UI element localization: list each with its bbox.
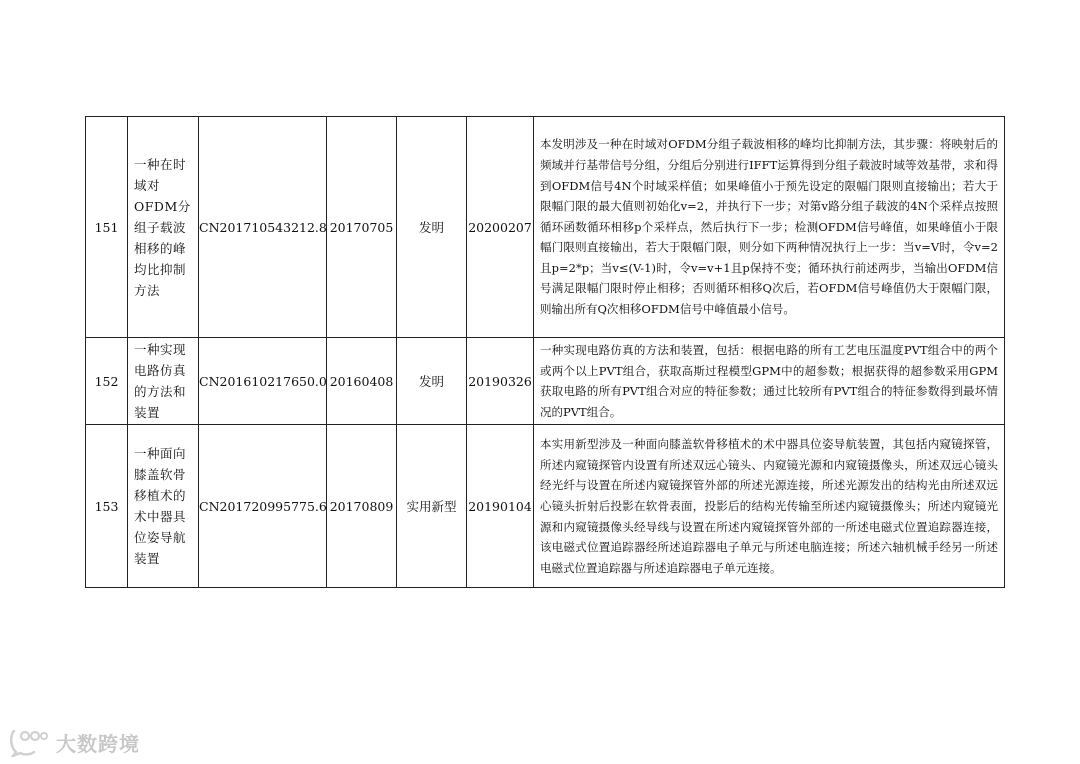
application-date: 20170705 <box>327 117 397 338</box>
patent-name: 一种在时域对OFDM分组子载波相移的峰均比抑制方法 <box>128 117 199 338</box>
patent-abstract: 一种实现电路仿真的方法和装置，包括：根据电路的所有工艺电压温度PVT组合中的两个或两个以上PVT组合，获取高斯过程模型GPM中的超参数；根据获得的超参数采用GPM获取电路的所有PVT组合对应的特征参数；通过比较所有PVT组合的特征参数得到最坏情况的PVT组合。 <box>534 338 1005 425</box>
patent-type: 实用新型 <box>397 425 467 588</box>
row-seq: 151 <box>86 117 128 338</box>
table-row <box>86 425 1005 588</box>
row-seq: 153 <box>86 425 128 588</box>
publication-date: 20190104 <box>467 425 534 588</box>
chat-bubble-logo-icon <box>8 727 48 757</box>
patent-abstract: 本实用新型涉及一种面向膝盖软骨移植术的术中器具位姿导航装置，其包括内窥镜探管，所述内窥镜探管内设置有所述双远心镜头、内窥镜光源和内窥镜摄像头，所述双远心镜头经光纤与设置在所述内窥镜探管外部的所述光源连接，所述光源发出的结构光由所述双远心镜头折射后投影在软骨表面，投影后的结构光传输至所述内窥镜摄像头；所述内窥镜光源和内窥镜摄像头经导线与设置在所述内窥镜探管外部的一所述电磁式位置追踪器连接，该电磁式位置追踪器经所述追踪器电子单元与所述电脑连接；所述六轴机械手经另一所述电磁式位置追踪器与所述追踪器电子单元连接。 <box>534 425 1005 588</box>
application-date: 20160408 <box>327 338 397 425</box>
application-date: 20170809 <box>327 425 397 588</box>
patent-type: 发明 <box>397 338 467 425</box>
publication-date: 20190326 <box>467 338 534 425</box>
patent-name: 一种面向膝盖软骨移植术的术中器具位姿导航装置 <box>128 425 199 588</box>
table-row <box>86 338 1005 425</box>
patent-name: 一种实现电路仿真的方法和装置 <box>128 338 199 425</box>
application-number: CN201610217650.0 <box>199 338 327 425</box>
watermark-text: 大数跨境 <box>56 731 140 756</box>
patent-table <box>85 116 1005 588</box>
application-number: CN201720995775.6 <box>199 425 327 588</box>
watermark <box>8 727 140 757</box>
patent-type: 发明 <box>397 117 467 338</box>
table-row <box>86 117 1005 338</box>
publication-date: 20200207 <box>467 117 534 338</box>
application-number: CN201710543212.8 <box>199 117 327 338</box>
row-seq: 152 <box>86 338 128 425</box>
patent-abstract: 本发明涉及一种在时域对OFDM分组子载波相移的峰均比抑制方法，其步骤：将映射后的频域并行基带信号分组，分组后分别进行IFFT运算得到分组子载波时域等效基带，求和得到OFDM信号4N个时域采样值；如果峰值小于预先设定的限幅门限则直接输出；若大于限幅门限的最大值则初始化v=2，并执行下一步；对第v路分组子载波的4N个采样点按照循环函数循环相移p个采样点，然后执行下一步；检测OFDM信号峰值，如果峰值小于限幅门限则直接输出，若大于限幅门限，则分如下两种情况执行上一步：当v=V时，令v=2且p=2*p；当v≤(V-1)时，令v=v+1且p保持不变；循环执行前述两步，当输出OFDM信号满足限幅门限时停止相移；否则循环相移Q次后，若OFDM信号峰值仍大于限幅门限，则输出所有Q次相移OFDM信号中峰值最小信号。 <box>534 117 1005 338</box>
